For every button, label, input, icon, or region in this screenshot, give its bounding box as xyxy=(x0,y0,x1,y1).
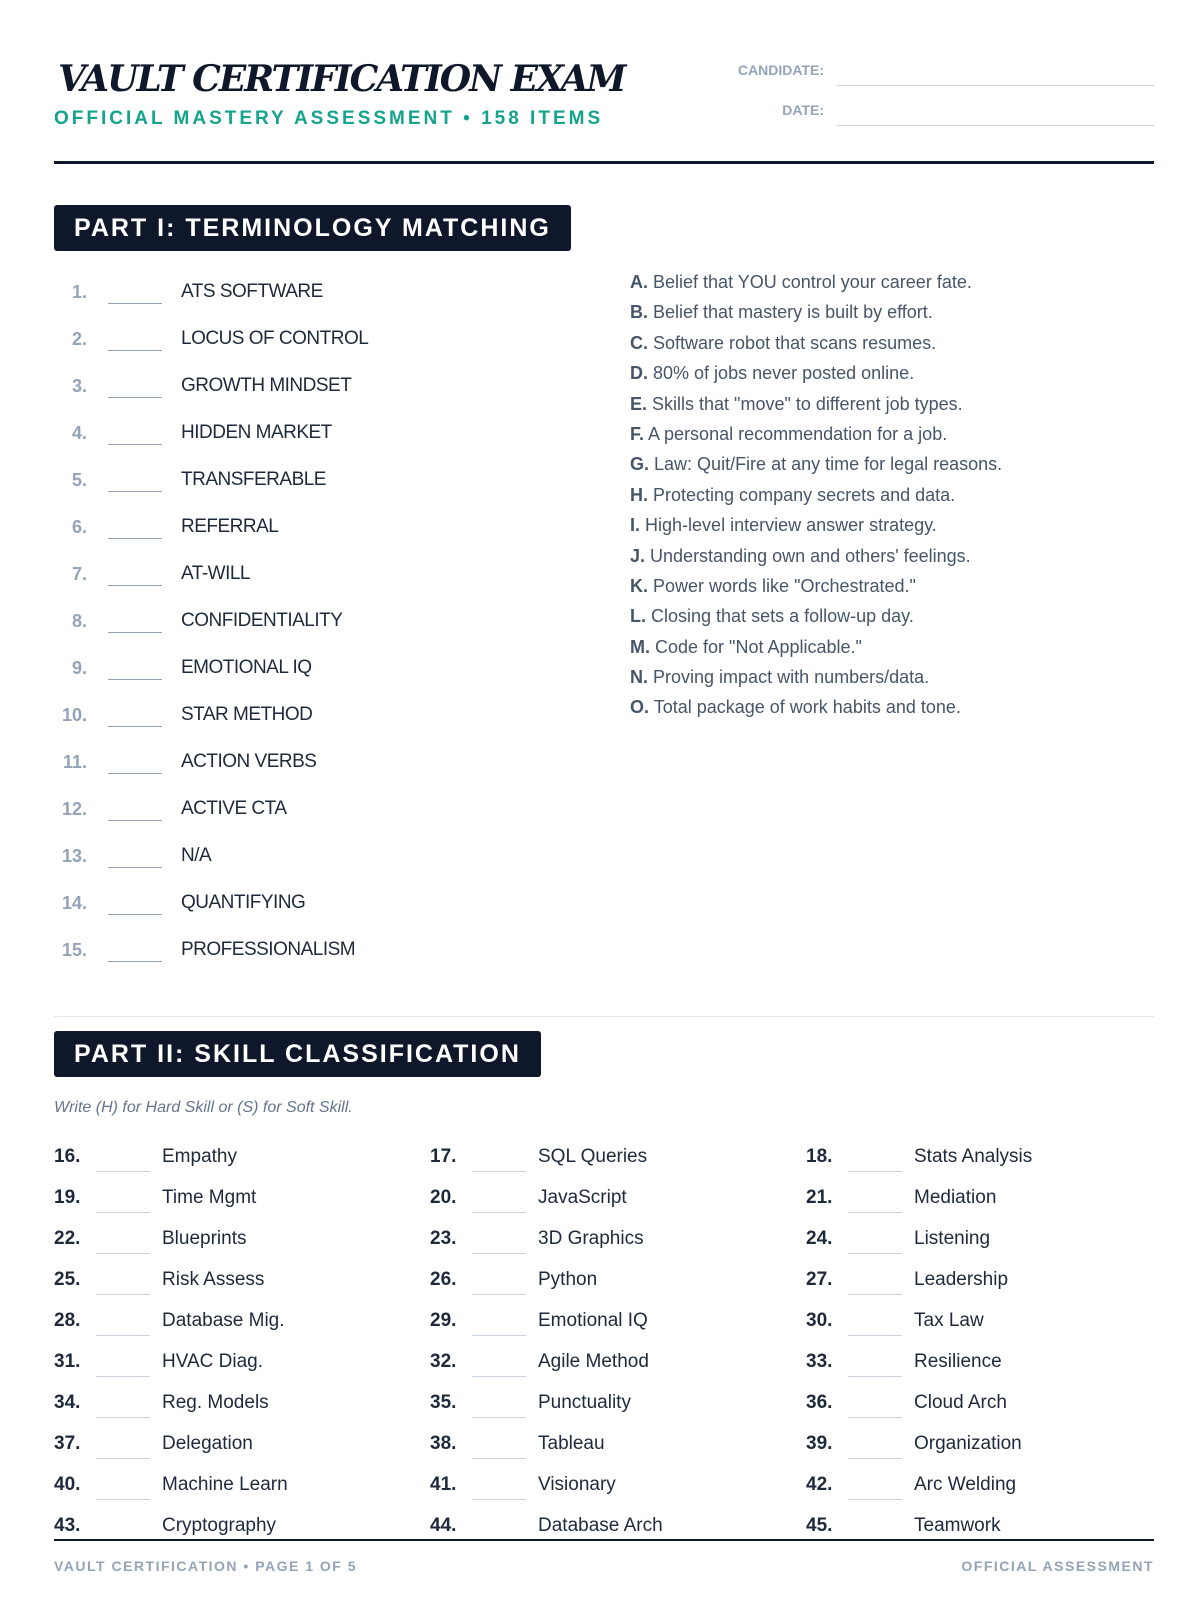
date-field[interactable] xyxy=(674,98,1154,126)
skill-row xyxy=(54,1181,1154,1222)
skill-number: 24. xyxy=(806,1228,833,1249)
skill-label: Resilience xyxy=(914,1351,1002,1372)
term-row xyxy=(54,507,554,554)
skill-label: Stats Analysis xyxy=(914,1146,1033,1167)
term-label: STAR METHOD xyxy=(181,704,313,725)
definition-letter: L. xyxy=(630,606,646,627)
answer-blank[interactable] xyxy=(108,303,162,304)
skill-item xyxy=(430,1304,790,1345)
skill-label: Risk Assess xyxy=(162,1269,265,1290)
definition-list xyxy=(630,272,1170,728)
skill-row xyxy=(54,1468,1154,1509)
skill-answer-blank[interactable] xyxy=(848,1540,902,1541)
skill-item xyxy=(806,1427,1154,1468)
skill-label: Punctuality xyxy=(538,1392,631,1413)
skill-item xyxy=(806,1468,1154,1509)
skill-number: 32. xyxy=(430,1351,457,1372)
skill-label: Blueprints xyxy=(162,1228,247,1249)
definition-letter: N. xyxy=(630,667,648,688)
definition-letter: H. xyxy=(630,484,648,505)
term-row xyxy=(54,272,554,319)
answer-blank[interactable] xyxy=(108,491,162,492)
skill-grid xyxy=(54,1140,1154,1541)
term-label: AT-WILL xyxy=(181,563,250,584)
term-number: 8. xyxy=(71,611,87,631)
definition-text: Power words like "Orchestrated." xyxy=(653,575,916,596)
skill-answer-blank[interactable] xyxy=(96,1458,150,1459)
definition-letter: M. xyxy=(630,636,650,657)
definition-text: Total package of work habits and tone. xyxy=(653,697,961,718)
skill-item xyxy=(806,1345,1154,1386)
skill-number: 27. xyxy=(806,1269,833,1290)
skill-item xyxy=(54,1386,414,1427)
skill-answer-blank[interactable] xyxy=(472,1499,526,1500)
skill-item xyxy=(806,1304,1154,1345)
term-number: 15. xyxy=(61,940,87,960)
skill-answer-blank[interactable] xyxy=(848,1417,902,1418)
skill-item xyxy=(806,1181,1154,1222)
definition-letter: D. xyxy=(630,363,648,384)
skill-item xyxy=(54,1263,414,1304)
skill-item xyxy=(806,1222,1154,1263)
skill-label: Empathy xyxy=(162,1146,237,1167)
skill-label: Emotional IQ xyxy=(538,1310,648,1331)
skill-label: SQL Queries xyxy=(538,1146,648,1167)
skill-label: Tax Law xyxy=(914,1310,984,1331)
skill-item xyxy=(430,1181,790,1222)
skill-label: Visionary xyxy=(538,1474,616,1495)
term-label: ACTIVE CTA xyxy=(181,798,287,819)
definition-item xyxy=(630,546,1170,576)
answer-blank[interactable] xyxy=(108,773,162,774)
answer-blank[interactable] xyxy=(108,585,162,586)
skill-label: Mediation xyxy=(914,1187,997,1208)
term-list xyxy=(54,272,554,977)
skill-number: 16. xyxy=(54,1146,81,1167)
skill-answer-blank[interactable] xyxy=(848,1171,902,1172)
skill-item xyxy=(806,1386,1154,1427)
term-number: 10. xyxy=(61,705,87,725)
skill-answer-blank[interactable] xyxy=(96,1171,150,1172)
term-number: 6. xyxy=(71,517,87,537)
skill-number: 18. xyxy=(806,1146,833,1167)
skill-row xyxy=(54,1427,1154,1468)
term-number: 5. xyxy=(71,470,87,490)
skill-label: Agile Method xyxy=(538,1351,649,1372)
skill-label: Database Arch xyxy=(538,1515,663,1536)
skill-answer-blank[interactable] xyxy=(472,1294,526,1295)
skill-label: Python xyxy=(538,1269,598,1290)
footer-page-info: VAULT CERTIFICATION • PAGE 1 OF 5 xyxy=(54,1558,358,1574)
exam-header xyxy=(54,58,1154,164)
term-number: 1. xyxy=(71,282,87,302)
footer-label: OFFICIAL ASSESSMENT xyxy=(961,1558,1154,1574)
answer-blank[interactable] xyxy=(108,679,162,680)
definition-text: Protecting company secrets and data. xyxy=(653,484,956,505)
skill-answer-blank[interactable] xyxy=(96,1335,150,1336)
answer-blank[interactable] xyxy=(108,444,162,445)
term-label: CONFIDENTIALITY xyxy=(181,610,343,631)
term-number: 4. xyxy=(71,423,87,443)
skill-item xyxy=(430,1263,790,1304)
skill-row xyxy=(54,1263,1154,1304)
definition-item xyxy=(630,576,1170,606)
skill-label: Delegation xyxy=(162,1433,253,1454)
skill-row xyxy=(54,1386,1154,1427)
term-row xyxy=(54,742,554,789)
skill-answer-blank[interactable] xyxy=(848,1376,902,1377)
answer-blank[interactable] xyxy=(108,350,162,351)
definition-text: A personal recommendation for a job. xyxy=(648,423,948,444)
skill-item xyxy=(430,1468,790,1509)
skill-number: 28. xyxy=(54,1310,81,1331)
term-row xyxy=(54,883,554,930)
definition-text: Software robot that scans resumes. xyxy=(653,332,937,353)
definition-item xyxy=(630,606,1170,636)
candidate-input-line[interactable] xyxy=(837,85,1154,86)
skill-answer-blank[interactable] xyxy=(472,1335,526,1336)
skill-item xyxy=(54,1140,414,1181)
term-row xyxy=(54,648,554,695)
answer-blank[interactable] xyxy=(108,961,162,962)
skill-item xyxy=(54,1304,414,1345)
skill-answer-blank[interactable] xyxy=(848,1253,902,1254)
definition-item xyxy=(630,302,1170,332)
skill-number: 20. xyxy=(430,1187,457,1208)
skill-number: 40. xyxy=(54,1474,81,1495)
term-number: 13. xyxy=(61,846,87,866)
skill-label: Organization xyxy=(914,1433,1022,1454)
skill-item xyxy=(54,1222,414,1263)
skill-number: 29. xyxy=(430,1310,457,1331)
skill-label: Leadership xyxy=(914,1269,1009,1290)
skill-answer-blank[interactable] xyxy=(96,1253,150,1254)
definition-letter: J. xyxy=(630,545,646,566)
skill-label: Reg. Models xyxy=(162,1392,269,1413)
skill-number: 21. xyxy=(806,1187,833,1208)
skill-number: 30. xyxy=(806,1310,833,1331)
definition-item xyxy=(630,363,1170,393)
term-label: GROWTH MINDSET xyxy=(181,375,352,396)
skill-number: 36. xyxy=(806,1392,833,1413)
exam-title: VAULT CERTIFICATION EXAM xyxy=(58,58,625,100)
skill-number: 26. xyxy=(430,1269,457,1290)
term-label: REFERRAL xyxy=(181,516,279,537)
section-divider xyxy=(54,1016,1154,1017)
definition-text: High-level interview answer strategy. xyxy=(645,515,937,536)
answer-blank[interactable] xyxy=(108,820,162,821)
definition-letter: F. xyxy=(630,423,645,444)
skill-answer-blank[interactable] xyxy=(848,1212,902,1213)
date-label: DATE: xyxy=(782,102,824,118)
skill-label: Listening xyxy=(914,1228,991,1249)
part1-heading: PART I: TERMINOLOGY MATCHING xyxy=(54,205,571,251)
skill-number: 41. xyxy=(430,1474,457,1495)
skill-row xyxy=(54,1509,1154,1541)
skill-answer-blank[interactable] xyxy=(472,1417,526,1418)
skill-answer-blank[interactable] xyxy=(472,1540,526,1541)
definition-text: Understanding own and others' feelings. xyxy=(650,545,971,566)
skill-number: 42. xyxy=(806,1474,833,1495)
skill-item xyxy=(430,1386,790,1427)
skill-label: Machine Learn xyxy=(162,1474,288,1495)
skill-label: Tableau xyxy=(538,1433,605,1454)
skill-answer-blank[interactable] xyxy=(96,1499,150,1500)
skill-label: JavaScript xyxy=(538,1187,627,1208)
definition-item xyxy=(630,697,1170,727)
skill-item xyxy=(54,1181,414,1222)
skill-answer-blank[interactable] xyxy=(848,1499,902,1500)
skill-item xyxy=(806,1509,1154,1541)
skill-instructions: Write (H) for Hard Skill or (S) for Soft Skill. xyxy=(54,1099,353,1116)
skill-number: 33. xyxy=(806,1351,833,1372)
definition-text: Closing that sets a follow-up day. xyxy=(651,606,914,627)
term-row xyxy=(54,836,554,883)
skill-answer-blank[interactable] xyxy=(848,1335,902,1336)
skill-item xyxy=(54,1345,414,1386)
skill-label: 3D Graphics xyxy=(538,1228,644,1249)
skill-answer-blank[interactable] xyxy=(472,1458,526,1459)
definition-text: Belief that mastery is built by effort. xyxy=(653,302,933,323)
skill-label: Teamwork xyxy=(914,1515,1001,1536)
definition-letter: O. xyxy=(630,697,650,718)
skill-item xyxy=(54,1427,414,1468)
skill-item xyxy=(54,1468,414,1509)
skill-item xyxy=(54,1509,414,1541)
definition-text: Proving impact with numbers/data. xyxy=(653,667,930,688)
definition-item xyxy=(630,333,1170,363)
definition-letter: I. xyxy=(630,515,641,536)
skill-number: 44. xyxy=(430,1515,457,1536)
term-number: 12. xyxy=(61,799,87,819)
definition-item xyxy=(630,394,1170,424)
answer-blank[interactable] xyxy=(108,726,162,727)
skill-label: Cryptography xyxy=(162,1515,277,1536)
definition-item xyxy=(630,667,1170,697)
skill-item xyxy=(806,1263,1154,1304)
term-label: LOCUS OF CONTROL xyxy=(181,328,369,349)
exam-subtitle: OFFICIAL MASTERY ASSESSMENT • 158 ITEMS xyxy=(54,108,604,129)
skill-label: Database Mig. xyxy=(162,1310,285,1331)
definition-item xyxy=(630,515,1170,545)
definition-text: Code for "Not Applicable." xyxy=(655,636,862,657)
skill-number: 35. xyxy=(430,1392,457,1413)
skill-answer-blank[interactable] xyxy=(848,1458,902,1459)
skill-answer-blank[interactable] xyxy=(96,1376,150,1377)
definition-letter: C. xyxy=(630,332,648,353)
term-row xyxy=(54,789,554,836)
skill-answer-blank[interactable] xyxy=(472,1253,526,1254)
skill-answer-blank[interactable] xyxy=(472,1171,526,1172)
part2-heading: PART II: SKILL CLASSIFICATION xyxy=(54,1031,541,1077)
term-row xyxy=(54,460,554,507)
skill-answer-blank[interactable] xyxy=(96,1417,150,1418)
skill-label: Time Mgmt xyxy=(162,1187,257,1208)
skill-number: 31. xyxy=(54,1351,81,1372)
definition-text: Belief that YOU control your career fate. xyxy=(653,272,972,292)
answer-blank[interactable] xyxy=(108,914,162,915)
definition-item xyxy=(630,637,1170,667)
answer-blank[interactable] xyxy=(108,538,162,539)
skill-number: 39. xyxy=(806,1433,833,1454)
skill-row xyxy=(54,1222,1154,1263)
definition-letter: E. xyxy=(630,393,648,414)
skill-item xyxy=(430,1427,790,1468)
term-number: 11. xyxy=(62,752,87,772)
skill-number: 37. xyxy=(54,1433,81,1454)
skill-label: Arc Welding xyxy=(914,1474,1017,1495)
term-label: PROFESSIONALISM xyxy=(181,939,356,960)
term-row xyxy=(54,601,554,648)
term-row xyxy=(54,930,554,977)
answer-blank[interactable] xyxy=(108,867,162,868)
term-row xyxy=(54,319,554,366)
term-label: HIDDEN MARKET xyxy=(181,422,332,443)
skill-number: 23. xyxy=(430,1228,457,1249)
term-number: 14. xyxy=(61,893,87,913)
definition-text: 80% of jobs never posted online. xyxy=(653,363,915,384)
answer-blank[interactable] xyxy=(108,397,162,398)
skill-answer-blank[interactable] xyxy=(96,1294,150,1295)
skill-number: 22. xyxy=(54,1228,81,1249)
skill-item xyxy=(430,1345,790,1386)
definition-text: Law: Quit/Fire at any time for legal reasons. xyxy=(654,454,1003,475)
term-label: QUANTIFYING xyxy=(181,892,306,913)
skill-number: 19. xyxy=(54,1187,81,1208)
skill-number: 43. xyxy=(54,1515,81,1536)
skill-answer-blank[interactable] xyxy=(472,1376,526,1377)
term-label: N/A xyxy=(181,845,212,866)
skill-answer-blank[interactable] xyxy=(96,1212,150,1213)
term-label: ATS SOFTWARE xyxy=(181,281,323,302)
skill-label: HVAC Diag. xyxy=(162,1351,264,1372)
term-row xyxy=(54,413,554,460)
skill-item xyxy=(430,1140,790,1181)
skill-item xyxy=(430,1509,790,1541)
skill-row xyxy=(54,1304,1154,1345)
skill-number: 45. xyxy=(806,1515,833,1536)
term-number: 9. xyxy=(71,658,87,678)
skill-number: 38. xyxy=(430,1433,457,1454)
definition-letter: B. xyxy=(630,302,648,323)
term-row xyxy=(54,554,554,601)
definition-letter: K. xyxy=(630,575,648,596)
definition-item xyxy=(630,424,1170,454)
skill-number: 17. xyxy=(430,1146,457,1167)
skill-item xyxy=(430,1222,790,1263)
term-label: TRANSFERABLE xyxy=(181,469,326,490)
term-label: ACTION VERBS xyxy=(181,751,317,772)
skill-number: 34. xyxy=(54,1392,81,1413)
definition-letter: G. xyxy=(630,454,650,475)
candidate-label: CANDIDATE: xyxy=(737,62,824,78)
definition-item xyxy=(630,485,1170,515)
term-row xyxy=(54,366,554,413)
term-number: 3. xyxy=(71,376,87,396)
term-label: EMOTIONAL IQ xyxy=(181,657,312,678)
answer-blank[interactable] xyxy=(108,632,162,633)
skill-number: 25. xyxy=(54,1269,81,1290)
definition-item xyxy=(630,272,1170,302)
definition-letter: A. xyxy=(630,272,648,292)
skill-label: Cloud Arch xyxy=(914,1392,1007,1413)
candidate-field[interactable] xyxy=(674,58,1154,86)
term-number: 7. xyxy=(71,564,87,584)
skill-row xyxy=(54,1140,1154,1181)
date-input-line[interactable] xyxy=(837,125,1154,126)
skill-row xyxy=(54,1345,1154,1386)
skill-answer-blank[interactable] xyxy=(848,1294,902,1295)
skill-item xyxy=(806,1140,1154,1181)
definition-text: Skills that "move" to different job types. xyxy=(652,393,963,414)
definition-item xyxy=(630,454,1170,484)
term-row xyxy=(54,695,554,742)
term-number: 2. xyxy=(71,329,87,349)
skill-answer-blank[interactable] xyxy=(472,1212,526,1213)
skill-answer-blank[interactable] xyxy=(96,1540,150,1541)
